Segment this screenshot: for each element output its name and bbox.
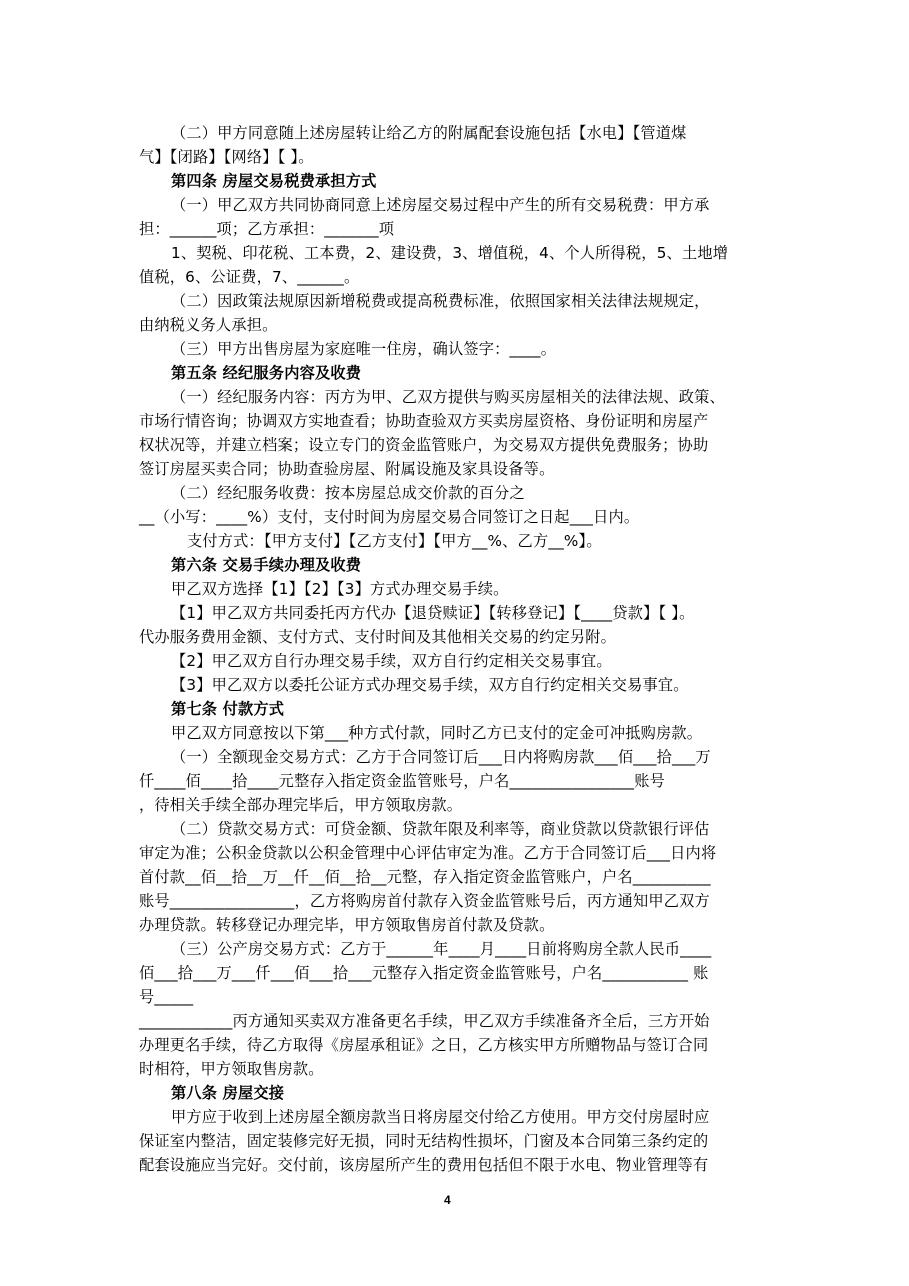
para-line: 市场行情咨询；协调双方实地查看；协助查验双方买卖房屋资格、身份证明和房屋产 bbox=[139, 412, 709, 430]
section-heading: 第六条 交易手续办理及收费 bbox=[171, 556, 362, 574]
para-line: 值税，6、公证费，7、______。 bbox=[139, 268, 360, 286]
section-heading: 第七条 付款方式 bbox=[171, 700, 285, 718]
para-line: 账号________________，乙方将购房首付款存入资金监管账号后，丙方通知甲乙双方 bbox=[139, 892, 710, 910]
para-line: 审定为准；公积金贷款以公积金管理中心评估审定为准。乙方于合同签订后___日内将 bbox=[139, 844, 717, 862]
para-line: 【3】甲乙双方以委托公证方式办理交易手续，双方自行约定相关交易事宜。 bbox=[171, 676, 689, 694]
para-line: 代办服务费用金额、支付方式、支付时间及其他相关交易的约定另附。 bbox=[139, 628, 617, 646]
para-line: 甲乙双方同意按以下第___种方式付款，同时乙方已支付的定金可冲抵购房款。 bbox=[171, 724, 703, 742]
para-line: ，待相关手续全部办理完毕后，甲方领取房款。 bbox=[139, 796, 463, 814]
para-line: 权状况等，并建立档案；设立专门的资金监管账户，为交易双方提供免费服务；协助 bbox=[139, 436, 709, 454]
para-line: 保证室内整洁，固定装修完好无损，同时无结构性损坏，门窗及本合同第三条约定的 bbox=[139, 1132, 709, 1150]
para-line: 佰___拾___万___仟___佰___拾___元整存入指定资金监管账号，户名___________ 账 bbox=[139, 964, 709, 982]
para-line: 由纳税义务人承担。 bbox=[139, 316, 278, 334]
para-line: 1、契税、印花税、工本费，2、建设费，3、增值税，4、个人所得税，5、土地增 bbox=[171, 244, 729, 262]
para-line: （二）甲方同意随上述房屋转让给乙方的附属配套设施包括【水电】【管道煤 bbox=[171, 124, 687, 142]
para-line: （二）贷款交易方式：可贷金额、贷款年限及利率等，商业贷款以贷款银行评估 bbox=[171, 820, 710, 838]
para-line: 时相符，甲方领取售房款。 bbox=[139, 1060, 324, 1078]
para-line: ____________丙方通知买卖双方准备更名手续，甲乙双方手续准备齐全后，三方开始 bbox=[139, 1012, 710, 1030]
para-line: 【1】甲乙双方共同委托丙方代办【退贷赎证】【转移登记】【____贷款】【 】。 bbox=[171, 604, 695, 622]
para-line: 配套设施应当完好。交付前，该房屋所产生的费用包括但不限于水电、物业管理等有 bbox=[139, 1156, 709, 1174]
para-line: 首付款__佰__拾__万__仟__佰__拾__元整，存入指定资金监管账户，户名__________ bbox=[139, 868, 711, 886]
para-line: 办理更名手续，待乙方取得《房屋承租证》之日，乙方核实甲方所赠物品与签订合同 bbox=[139, 1036, 709, 1054]
para-line: 甲方应于收到上述房屋全额房款当日将房屋交付给乙方使用。甲方交付房屋时应 bbox=[171, 1108, 710, 1126]
para-line: （二）因政策法规原因新增税费或提高税费标准，依照国家相关法律法规规定， bbox=[171, 292, 710, 310]
para-line: 仟____佰____拾____元整存入指定资金监管账号，户名________________账号 bbox=[139, 772, 665, 790]
para-line: 办理贷款。转移登记办理完毕，甲方领取售房首付款及贷款。 bbox=[139, 916, 555, 934]
section-heading: 第五条 经纪服务内容及收费 bbox=[171, 364, 362, 382]
para-line: （二）经纪服务收费：按本房屋总成交价款的百分之 bbox=[171, 484, 525, 502]
para-line: 号_____ bbox=[139, 988, 194, 1006]
para-line: （一）经纪服务内容：丙方为甲、乙双方提供与购买房屋相关的法律法规、政策、 bbox=[171, 388, 725, 406]
para-line: 签订房屋买卖合同；协助查验房屋、附属设施及家具设备等。 bbox=[139, 460, 555, 478]
para-line: （一）甲乙双方共同协商同意上述房屋交易过程中产生的所有交易税费：甲方承 bbox=[171, 196, 710, 214]
para-line: （三）公产房交易方式：乙方于______年____月____日前将购房全款人民币____ bbox=[171, 940, 712, 958]
section-heading: 第四条 房屋交易税费承担方式 bbox=[171, 172, 377, 190]
para-line: 甲乙双方选择【1】【2】【3】方式办理交易手续。 bbox=[171, 580, 509, 598]
para-line: 担：______项；乙方承担：_______项 bbox=[139, 220, 395, 238]
para-line: 气】【闭路】【网络】【 】。 bbox=[139, 148, 314, 166]
para-line: 【2】甲乙双方自行办理交易手续，双方自行约定相关交易事宜。 bbox=[171, 652, 612, 670]
para-line: 支付方式：【甲方支付】【乙方支付】【甲方__%、乙方__%】。 bbox=[187, 532, 602, 550]
para-line: __（小写：____%）支付，支付时间为房屋交易合同签订之日起___日内。 bbox=[139, 508, 640, 526]
para-line: （一）全额现金交易方式：乙方于合同签订后___日内将购房款___佰___拾___万 bbox=[171, 748, 711, 766]
para-line: （三）甲方出售房屋为家庭唯一住房，确认签字：____。 bbox=[171, 340, 557, 358]
section-heading: 第八条 房屋交接 bbox=[171, 1084, 285, 1102]
page-number: 4 bbox=[444, 1193, 451, 1207]
